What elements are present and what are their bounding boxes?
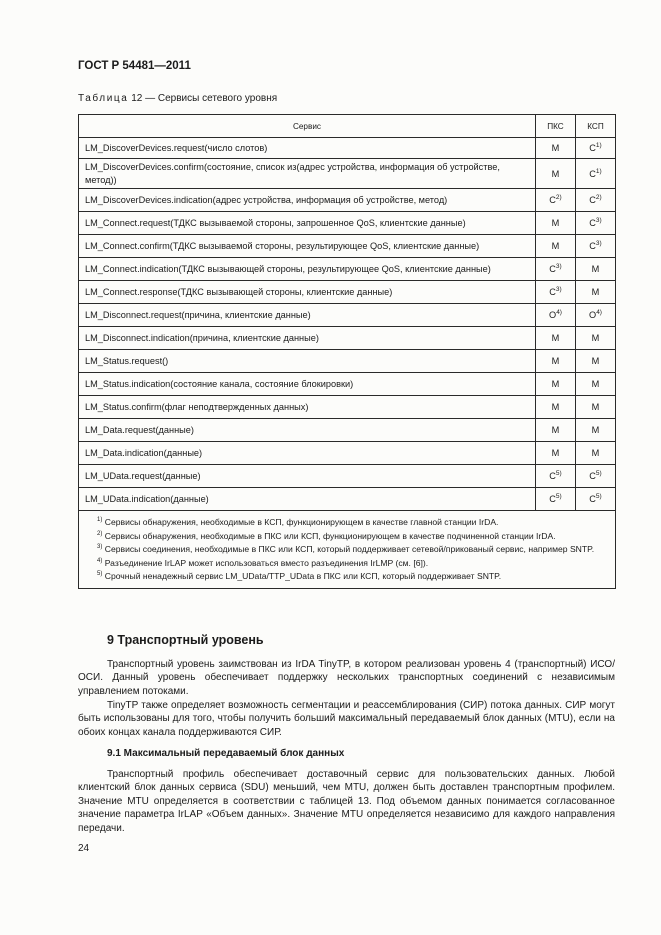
section-9-paragraph-1: Транспортный уровень заимствован из IrDA TinyTP, в котором реализован уровень 4 (транспортный) ИСО/ОСИ. Данный уровень обеспечивает поддержку нескольких транспортных соединений с независимым управлением потоками. bbox=[78, 659, 615, 697]
pks-cell-value: C bbox=[549, 287, 556, 298]
note-text: Срочный ненадежный сервис LM_UData/TTP_UData в ПКС или КСП, который поддерживает SNTP. bbox=[104, 571, 502, 582]
note-text: Сервисы обнаружения, необходимые в ПКС или КСП, функционирующем в качестве подчиненной станции IrDA. bbox=[104, 530, 556, 541]
section-9-1-title: 9.1 Максимальный передаваемый блок данных bbox=[107, 748, 345, 759]
pks-cell-value: M bbox=[551, 356, 560, 366]
pks-cell bbox=[536, 235, 576, 258]
service-cell: LM_Data.request(данные) bbox=[79, 419, 536, 442]
pks-cell-value: C bbox=[549, 494, 556, 505]
ksp-cell bbox=[576, 465, 616, 488]
column-header-ksp: КСП bbox=[576, 115, 616, 138]
pks-cell-value: M bbox=[551, 402, 560, 412]
pks-cell-value: M bbox=[551, 218, 560, 228]
pks-cell bbox=[536, 419, 576, 442]
ksp-cell bbox=[576, 159, 616, 189]
service-cell: LM_DiscoverDevices.indication(адрес устройства, информация об устройстве, метод) bbox=[79, 189, 536, 212]
pks-cell-value: M bbox=[551, 168, 560, 179]
ksp-cell bbox=[576, 327, 616, 350]
footnote-reference: 2) bbox=[555, 194, 562, 202]
note-mark: 2) bbox=[97, 530, 103, 537]
table-row bbox=[79, 138, 616, 159]
service-cell: LM_Status.confirm(флаг неподтвержденных данных) bbox=[79, 396, 536, 419]
note-text: Сервисы соединения, необходимые в ПКС или КСП, который поддерживает сетевой/прикованый сервис, например SNTP. bbox=[104, 543, 595, 554]
ksp-cell bbox=[576, 281, 616, 304]
table-row bbox=[79, 212, 616, 235]
footnote-reference: 2) bbox=[595, 194, 602, 202]
table-note bbox=[85, 529, 609, 543]
table-row bbox=[79, 350, 616, 373]
ksp-cell bbox=[576, 488, 616, 511]
table-row bbox=[79, 304, 616, 327]
table-row bbox=[79, 159, 616, 189]
table-note bbox=[85, 542, 609, 556]
ksp-cell-value: C bbox=[589, 471, 596, 482]
table-caption bbox=[78, 93, 277, 104]
table-caption-word: Таблица bbox=[78, 93, 129, 104]
service-cell: LM_Connect.confirm(ТДКС вызываемой стороны, результирующее QoS, клиентские данные) bbox=[79, 235, 536, 258]
ksp-cell-value: M bbox=[591, 402, 600, 412]
ksp-cell bbox=[576, 138, 616, 159]
pks-cell bbox=[536, 189, 576, 212]
table-row bbox=[79, 235, 616, 258]
table-caption-title: 12 — Сервисы сетевого уровня bbox=[131, 93, 278, 104]
footnote-reference: 3) bbox=[555, 286, 562, 294]
pks-cell bbox=[536, 212, 576, 235]
pks-cell-value: M bbox=[551, 241, 560, 251]
note-mark: 4) bbox=[97, 557, 103, 564]
service-cell: LM_Connect.request(ТДКС вызываемой стороны, запрошенное QoS, клиентские данные) bbox=[79, 212, 536, 235]
pks-cell bbox=[536, 442, 576, 465]
ksp-cell-value: M bbox=[591, 287, 600, 297]
table-row bbox=[79, 281, 616, 304]
footnote-reference: 5) bbox=[555, 493, 562, 501]
table-notes bbox=[79, 511, 616, 589]
section-9-paragraph-2: TinyTP также определяет возможность сегментации и реассемблирования (СИР) потока данных. СИР могут быть использованы для того, чтобы получить больший максимальный передаваемый блок данных (MTU), если на обоих концах канала поддерживаются СИР. bbox=[78, 700, 615, 738]
pks-cell bbox=[536, 281, 576, 304]
footnote-reference: 3) bbox=[555, 263, 562, 271]
service-cell: LM_Data.indication(данные) bbox=[79, 442, 536, 465]
ksp-cell bbox=[576, 212, 616, 235]
service-cell: LM_Disconnect.indication(причина, клиентские данные) bbox=[79, 327, 536, 350]
service-cell: LM_DiscoverDevices.confirm(состояние, список из(адрес устройства, информация об устройстве, метод)) bbox=[79, 159, 536, 189]
service-cell: LM_Connect.response(ТДКС вызывающей стороны, клиентские данные) bbox=[79, 281, 536, 304]
service-cell: LM_UData.request(данные) bbox=[79, 465, 536, 488]
table-note bbox=[85, 569, 609, 583]
service-cell: LM_Disconnect.request(причина, клиентские данные) bbox=[79, 304, 536, 327]
ksp-cell-value: C bbox=[589, 143, 596, 154]
ksp-cell-value: C bbox=[589, 218, 596, 229]
pks-cell bbox=[536, 373, 576, 396]
pks-cell bbox=[536, 327, 576, 350]
column-header-service: Сервис bbox=[79, 115, 536, 138]
pks-cell-value: O bbox=[549, 310, 557, 321]
ksp-cell-value: O bbox=[589, 310, 597, 321]
ksp-cell-value: C bbox=[589, 169, 596, 180]
footnote-reference: 1) bbox=[595, 142, 602, 150]
footnote-reference: 4) bbox=[556, 309, 562, 317]
service-cell: LM_Status.request() bbox=[79, 350, 536, 373]
service-cell: LM_UData.indication(данные) bbox=[79, 488, 536, 511]
note-mark: 3) bbox=[97, 544, 103, 551]
document-code: ГОСТ Р 54481—2011 bbox=[78, 60, 191, 72]
table-row bbox=[79, 258, 616, 281]
service-cell: LM_DiscoverDevices.request(число слотов) bbox=[79, 138, 536, 159]
ksp-cell-value: M bbox=[591, 379, 600, 389]
ksp-cell bbox=[576, 442, 616, 465]
section-9-title: 9 Транспортный уровень bbox=[107, 633, 264, 647]
pks-cell bbox=[536, 304, 576, 327]
pks-cell-value: C bbox=[549, 471, 556, 482]
ksp-cell bbox=[576, 373, 616, 396]
table-row bbox=[79, 189, 616, 212]
ksp-cell-value: M bbox=[591, 264, 600, 274]
pks-cell-value: M bbox=[551, 379, 560, 389]
footnote-reference: 5) bbox=[595, 493, 602, 501]
pks-cell-value: M bbox=[551, 448, 560, 458]
column-header-pks: ПКС bbox=[536, 115, 576, 138]
ksp-cell-value: M bbox=[591, 425, 600, 435]
pks-cell bbox=[536, 138, 576, 159]
ksp-cell bbox=[576, 304, 616, 327]
pks-cell-value: C bbox=[549, 264, 556, 275]
pks-cell-value: C bbox=[549, 195, 556, 206]
pks-cell bbox=[536, 488, 576, 511]
ksp-cell-value: C bbox=[589, 494, 596, 505]
note-mark: 1) bbox=[97, 517, 103, 523]
table-row bbox=[79, 442, 616, 465]
table-row bbox=[79, 396, 616, 419]
table-row bbox=[79, 373, 616, 396]
table-row bbox=[79, 327, 616, 350]
pks-cell bbox=[536, 159, 576, 189]
ksp-cell-value: M bbox=[591, 356, 600, 366]
table-row bbox=[79, 488, 616, 511]
pks-cell-value: M bbox=[551, 333, 560, 343]
pks-cell bbox=[536, 396, 576, 419]
service-cell: LM_Status.indication(состояние канала, состояние блокировки) bbox=[79, 373, 536, 396]
table-row bbox=[79, 465, 616, 488]
ksp-cell bbox=[576, 350, 616, 373]
ksp-cell bbox=[576, 235, 616, 258]
table-header-row bbox=[79, 115, 616, 138]
footnote-reference: 3) bbox=[595, 217, 602, 225]
footnote-reference: 5) bbox=[595, 470, 602, 478]
note-mark: 5) bbox=[97, 571, 103, 578]
notes-row bbox=[79, 511, 616, 589]
footnote-reference: 1) bbox=[595, 167, 602, 175]
ksp-cell bbox=[576, 258, 616, 281]
section-9-1-paragraph-1: Транспортный профиль обеспечивает доставочный сервис для пользовательских данных. Любой клиентский блок данных сервиса (SDU) меньший, чем MTU, должен быть доставлен транспортным профилем. Значение MTU определяется в соответствии с таблицей 13. Под объемом данных понимается согласованное значение параметра IrLAP «Объем данных». Значение MTU определяется независимо для каждого направления передачи. bbox=[78, 769, 615, 834]
ksp-cell bbox=[576, 396, 616, 419]
ksp-cell-value: C bbox=[589, 241, 596, 252]
table-row bbox=[79, 419, 616, 442]
table-body bbox=[79, 138, 616, 511]
pks-cell bbox=[536, 465, 576, 488]
footnote-reference: 5) bbox=[555, 470, 562, 478]
ksp-cell-value: M bbox=[591, 448, 600, 458]
pks-cell-value: M bbox=[551, 425, 560, 435]
note-text: Сервисы обнаружения, необходимые в КСП, функционирующем в качестве главной станции IrDA. bbox=[104, 516, 499, 527]
ksp-cell bbox=[576, 419, 616, 442]
services-table bbox=[78, 114, 616, 589]
page-number: 24 bbox=[78, 843, 90, 854]
ksp-cell-value: M bbox=[591, 333, 600, 343]
table-note bbox=[85, 556, 609, 570]
ksp-cell-value: C bbox=[589, 195, 596, 206]
note-text: Разъединение IrLAP может использоваться вместо разъединения IrLMP (см. [6]). bbox=[104, 557, 429, 568]
pks-cell-value: M bbox=[551, 143, 560, 153]
service-cell: LM_Connect.indication(ТДКС вызывающей стороны, результирующее QoS, клиентские данные) bbox=[79, 258, 536, 281]
pks-cell bbox=[536, 350, 576, 373]
ksp-cell bbox=[576, 189, 616, 212]
footnote-reference: 3) bbox=[595, 240, 602, 248]
footnote-reference: 4) bbox=[596, 309, 602, 317]
pks-cell bbox=[536, 258, 576, 281]
table-note bbox=[85, 515, 609, 529]
